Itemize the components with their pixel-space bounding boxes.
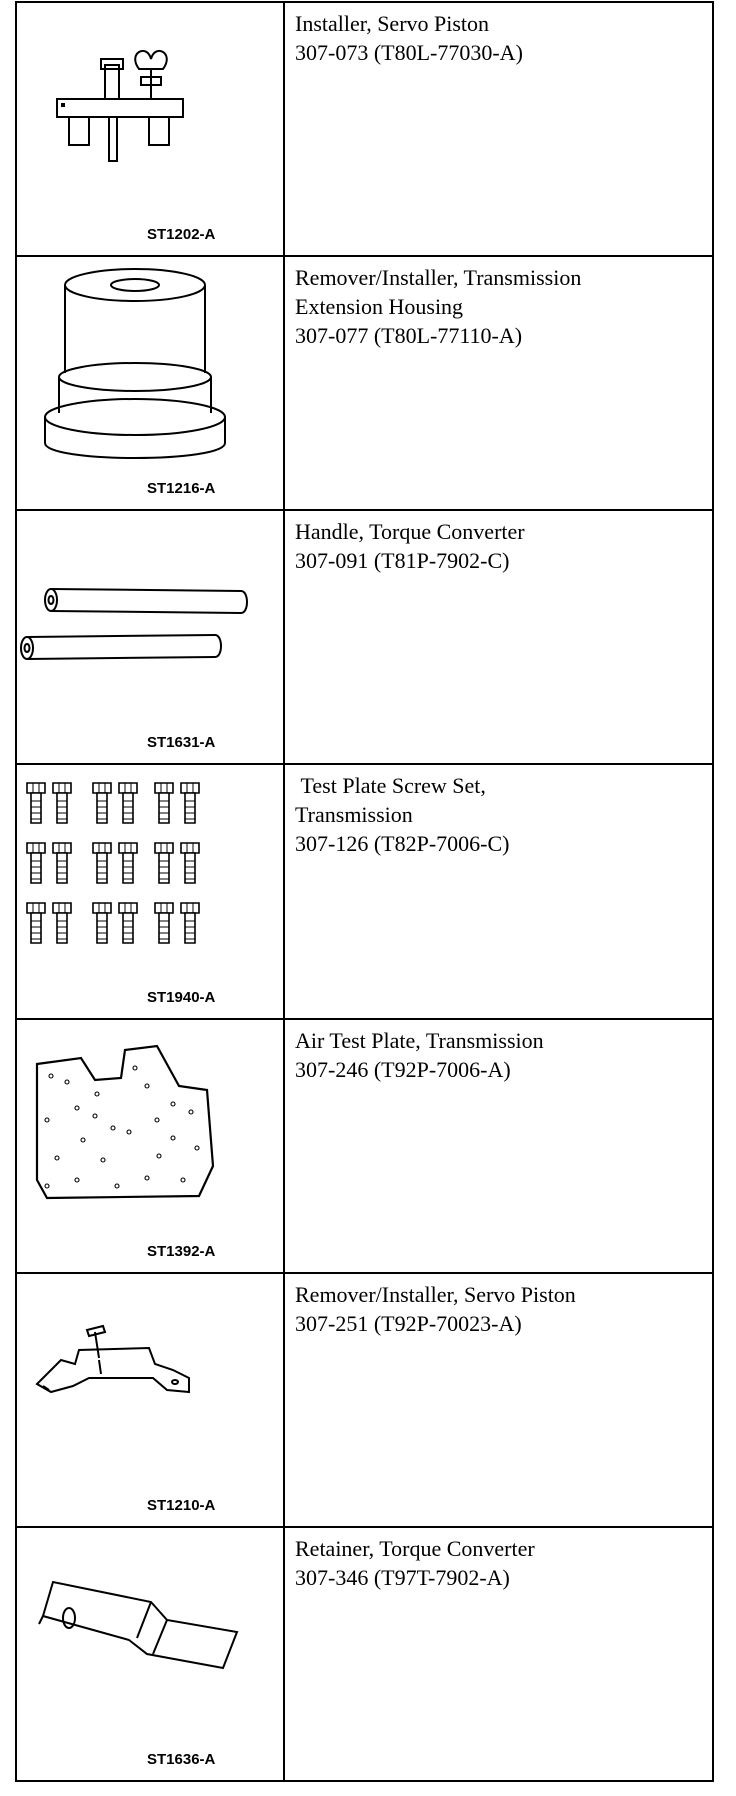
tool-description-cell — [284, 1019, 713, 1273]
tool-name: Remover/Installer, Servo Piston — [295, 1281, 576, 1307]
tool-name: Remover/Installer, Transmission — [295, 265, 582, 291]
tool-name: Test Plate Screw Set, — [295, 773, 486, 799]
part-number: 307-077 (T80L-77110-A) — [295, 323, 523, 349]
torque-converter-handle-icon — [17, 511, 285, 765]
tool-description-cell — [284, 256, 713, 510]
image-code: ST1392-A — [147, 1242, 216, 1260]
tool-name: Air Test Plate, Transmission — [295, 1027, 544, 1053]
image-code: ST1202-A — [147, 226, 216, 244]
tool-name: Retainer, Torque Converter — [295, 1535, 535, 1561]
image-code: ST1636-A — [147, 1751, 216, 1768]
table-row — [16, 764, 713, 1018]
part-number: 307-073 (T80L-77030-A) — [295, 40, 523, 65]
air-test-plate-icon — [17, 1020, 285, 1274]
servo-piston-remover-icon — [17, 1274, 285, 1528]
tool-description-cell — [284, 2, 713, 256]
table-row — [16, 256, 713, 510]
part-number: 307-246 (T92P-7006-A) — [295, 1056, 511, 1082]
tool-description-cell — [284, 1527, 713, 1781]
tool-description-cell — [284, 1273, 713, 1527]
part-number: 307-091 (T81P-7902-C) — [295, 548, 510, 574]
image-code: ST1216-A — [147, 480, 216, 498]
tool-name: Handle, Torque Converter — [295, 519, 525, 545]
servo-piston-installer-icon — [17, 3, 285, 257]
table-row — [16, 1019, 713, 1273]
tool-illustration-cell — [16, 1019, 284, 1273]
image-code: ST1940-A — [147, 988, 216, 1006]
tool-illustration-cell — [16, 510, 284, 764]
extension-housing-tool-icon — [17, 257, 285, 511]
tool-description-cell — [284, 510, 713, 764]
special-tools-table — [15, 1, 714, 1782]
part-number: 307-126 (T82P-7006-C) — [295, 831, 510, 857]
table-row — [16, 2, 713, 256]
torque-converter-retainer-icon — [17, 1528, 285, 1782]
part-number: 307-251 (T92P-70023-A) — [295, 1310, 522, 1336]
tool-name: Installer, Servo Piston — [295, 11, 490, 36]
tool-illustration-cell — [16, 764, 284, 1018]
table-row — [16, 1527, 713, 1781]
tool-illustration-cell — [16, 256, 284, 510]
tool-name: Extension Housing — [295, 294, 464, 320]
tool-illustration-cell — [16, 1527, 284, 1781]
image-code: ST1631-A — [147, 734, 216, 752]
part-number: 307-346 (T97T-7902-A) — [295, 1564, 510, 1590]
tool-illustration-cell — [16, 2, 284, 256]
image-code: ST1210-A — [147, 1496, 216, 1514]
tool-name: Transmission — [295, 802, 413, 828]
screw-set-icon — [17, 765, 285, 1019]
table-row — [16, 1273, 713, 1527]
tool-illustration-cell — [16, 1273, 284, 1527]
table-row — [16, 510, 713, 764]
tool-description-cell — [284, 764, 713, 1018]
